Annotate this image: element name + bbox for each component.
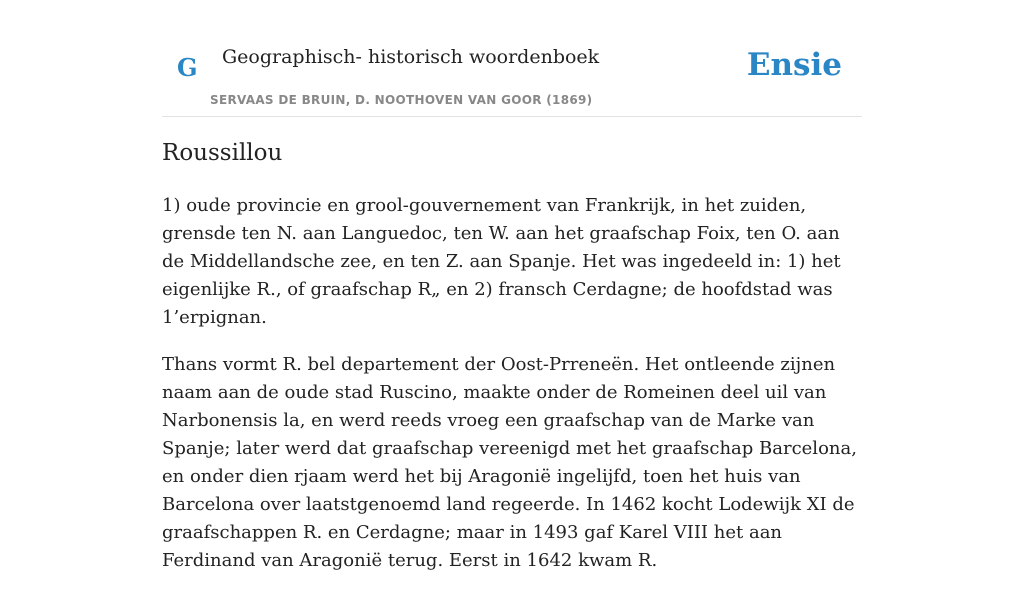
book-authors: SERVAAS DE BRUIN, D. NOOTHOVEN VAN GOOR (1869): [210, 93, 593, 107]
ensie-logo-link[interactable]: Ensie: [746, 47, 842, 83]
book-header: [162, 0, 862, 117]
entry-paragraph: 1) oude provincie en grool-gouvernement van Frankrijk, in het zuiden, grensde ten N. aan Languedoc, ten W. aan het graafschap Foix, ten O. aan de Middellandsche zee, en ten Z. aan Spanje. Het was ingedeeld in: 1) het eigenlijke R., of graafschap R„ en 2) fransch Cerdagne; de hoofdstad was 1’erpignan.: [162, 195, 841, 328]
entry-paragraph: Thans vormt R. bel departement der Oost-Prreneën. Het ontleende zijnen naam aan de oude stad Ruscino, maakte onder de Romeinen deel uil van Narbonensis la, en werd reeds vroeg een graafschap van de Marke van Spanje; later werd dat graafschap vereenigd met het graafschap Barcelona, en onder dien rjaam werd het bij Aragonië ingelijfd, toen het huis van Barcelona over laatstgenoemd land regeerde. In 1462 kocht Lodewijk XI de graafschappen R. en Cerdagne; maar in 1493 gaf Karel VIII het aan Ferdinand van Aragonië terug. Eerst in 1642 kwam R.: [162, 354, 857, 571]
book-title-link[interactable]: Geographisch- historisch woordenboek: [222, 46, 600, 68]
content-container: [162, 0, 862, 571]
entry-body: [162, 192, 862, 594]
book-letter-icon[interactable]: G: [177, 53, 198, 82]
entry-title: Roussillou: [162, 140, 283, 166]
